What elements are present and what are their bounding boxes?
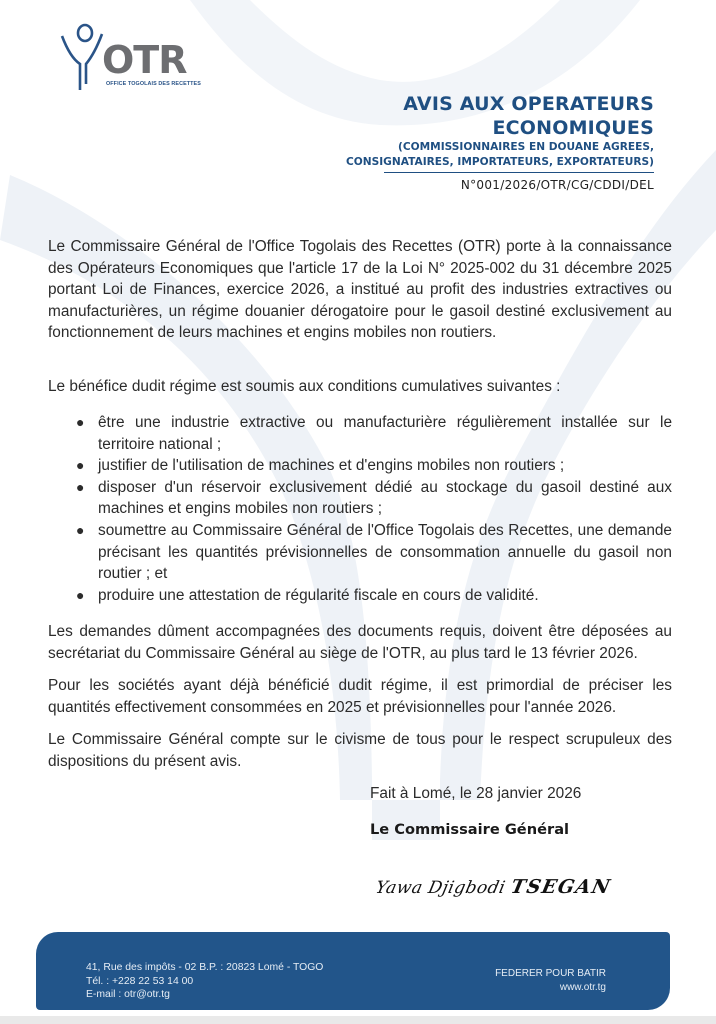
notice-header bbox=[346, 92, 654, 192]
body-paragraph-intro: Le Commissaire Général de l'Office Togolais des Recettes (OTR) porte à la connaissance des Opérateurs Economiques que l'article 17 de la Loi N° 2025-002 du 31 décembre 2025 portant Loi de Finances, exercice 2026, a institué au profit des industries extractives ou manufacturières, un régime douanier dérogatoire pour le gasoil destiné exclusivement au fonctionnement de leurs machines et engins mobiles non routiers. bbox=[48, 238, 672, 342]
place-date: Fait à Lomé, le 28 janvier 2026 bbox=[370, 785, 582, 802]
footer-website-link[interactable]: www.otr.tg bbox=[559, 981, 606, 993]
page-bottom-edge bbox=[0, 1016, 716, 1024]
condition-item bbox=[48, 412, 672, 455]
body-paragraph-closing: Le Commissaire Général compte sur le civisme de tous pour le respect scrupuleux des dispositions du présent avis. bbox=[48, 731, 672, 770]
logo-wordmark: OTR bbox=[102, 38, 187, 82]
footer-phone: Tél. : +228 22 53 14 00 bbox=[86, 975, 194, 987]
condition-text: disposer d'un réservoir exclusivement dédié au stockage du gasoil destiné aux machines et engins mobiles non routiers ; bbox=[98, 478, 672, 518]
condition-text: être une industrie extractive ou manufacturière régulièrement installée sur le territoire national ; bbox=[98, 414, 672, 453]
footer-slogan: FEDERER POUR BATIR bbox=[495, 968, 606, 979]
reference-number: N°001/2026/OTR/CG/CDDI/DEL bbox=[460, 178, 654, 192]
condition-item bbox=[48, 477, 672, 520]
footer-banner bbox=[36, 932, 670, 1010]
bullet-icon: ● bbox=[76, 414, 85, 430]
body-paragraph-conditions-intro: Le bénéfice dudit régime est soumis aux conditions cumulatives suivantes : bbox=[48, 378, 561, 395]
body-paragraph-deadline: Les demandes dûment accompagnées des documents requis, doivent être déposées au secrétariat du Commissaire Général au siège de l'OTR, au plus tard le 13 février 2026. bbox=[48, 623, 672, 662]
condition-text: produire une attestation de régularité fiscale en cours de validité. bbox=[98, 586, 539, 604]
footer-email[interactable]: E-mail : otr@otr.tg bbox=[86, 989, 170, 1000]
condition-item bbox=[48, 585, 672, 607]
bullet-icon: ● bbox=[76, 586, 85, 603]
body-paragraph-previous-beneficiaries: Pour les sociétés ayant déjà bénéficié dudit régime, il est primordial de préciser les quantités effectivement consommées en 2025 et prévisionnelles pour l'année 2026. bbox=[48, 677, 672, 716]
bullet-icon: ● bbox=[76, 478, 85, 495]
signature-first-names: Yawa Djigbodi bbox=[373, 878, 508, 898]
notice-title-line-1: AVIS AUX OPERATEURS bbox=[403, 93, 654, 115]
notice-title-line-2: ECONOMIQUES bbox=[492, 117, 654, 139]
logo-subtitle: OFFICE TOGOLAIS DES RECETTES bbox=[106, 81, 201, 87]
notice-subtitle-line-2: CONSIGNATAIRES, IMPORTATEURS, EXPORTATEURS) bbox=[345, 156, 654, 168]
bullet-icon: ● bbox=[76, 457, 85, 474]
signatory-title: Le Commissaire Général bbox=[370, 821, 570, 838]
bullet-icon: ● bbox=[76, 521, 85, 538]
condition-text: soumettre au Commissaire Général de l'Office Togolais des Recettes, une demande précisant les quantités prévisionnelles de consommation annuelle du gasoil non routier ; et bbox=[98, 521, 672, 583]
otr-logo bbox=[58, 22, 208, 94]
condition-item bbox=[48, 455, 672, 477]
title-divider bbox=[384, 172, 654, 173]
footer-branding bbox=[495, 967, 606, 994]
condition-text: justifier de l'utilisation de machines et d'engins mobiles non routiers ; bbox=[98, 457, 565, 475]
footer-contact bbox=[86, 961, 323, 1002]
footer-address: 41, Rue des impôts - 02 B.P. : 20823 Lomé - TOGO bbox=[86, 962, 324, 973]
handwritten-signature bbox=[374, 876, 614, 898]
person-arms-raised-icon bbox=[58, 22, 104, 92]
condition-item bbox=[48, 520, 672, 585]
conditions-list bbox=[48, 412, 672, 606]
signature-surname: TSEGAN bbox=[508, 876, 614, 898]
notice-subtitle-line-1: (COMMISSIONNAIRES EN DOUANE AGREES, bbox=[398, 141, 654, 153]
